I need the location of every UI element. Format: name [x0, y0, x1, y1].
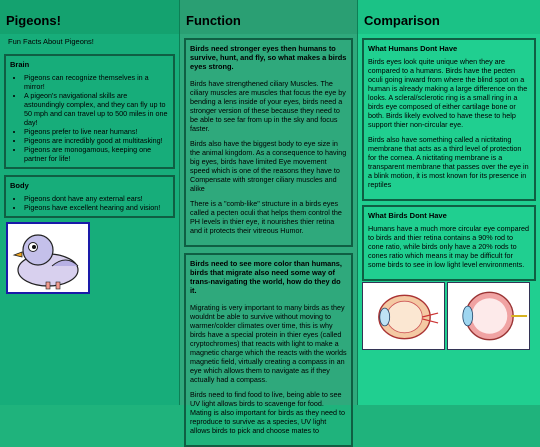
brain-list — [10, 73, 169, 163]
paragraph: Birds also have something called a nictitating membrane that acts as a third level of protection for the cornea. A nictitating membrane is a transparent membrane that passes over the eye in a blink motion, it is most known for its presence in reptiles — [368, 135, 529, 189]
birds-dont-have-box — [362, 205, 536, 281]
brain-heading: Brain — [10, 60, 30, 69]
column-title-pigeons: Pigeons! — [0, 0, 179, 34]
body-heading: Body — [10, 181, 29, 190]
stronger-eyes-heading: Birds need stronger eyes then humans to survive, hunt, and fly, so what makes a birds eyes strong. — [190, 44, 347, 71]
body-item: • Pigeons have excellent hearing and vision! — [24, 203, 169, 212]
brain-facts-box — [4, 54, 175, 169]
function-column — [180, 0, 358, 435]
brain-item: • Pigeons can recognize themselves in a mirror! — [24, 73, 169, 91]
pigeon-illustration — [6, 222, 90, 294]
eye-anatomy-images — [362, 282, 530, 350]
human-eye-diagram — [447, 282, 530, 350]
paragraph: Birds eyes look quite unique when they are compared to a humans. Birds have the pecten oculi going inward from where the blind spot on a human is already making a large difference on the looks. A scleral/sclerotic ring is a small ring in a birds eye composed of either cartilage bone or both. Birds likely evolved to have these to help support thier non-circular eye. — [368, 57, 528, 129]
birds-dont-have-heading: What Birds Dont Have — [368, 211, 447, 220]
column-title-function: Function — [180, 0, 357, 34]
paragraph: Humans have a much more circular eye compared to birds and thier retina contains a 90% rod to cone ratio, while birds only have a 20% rods to cones ratio which means it may be difficult for some birds to see in low light level environments. — [368, 224, 529, 269]
brain-item: • Pigeons are monogamous, keeping one partner for life! — [24, 145, 169, 163]
bird-eye-diagram — [362, 282, 445, 350]
humans-dont-have-heading: What Humans Dont Have — [368, 44, 458, 53]
paragraph: Birds have strengthened ciliary Muscles. The ciliary muscles are muscles that focus the eye by bending a lens inside of your eyes, birds need a stronger version of these because they need to be able to see far from up in the sky and focus faster. — [190, 79, 346, 133]
stronger-eyes-box — [184, 38, 353, 247]
color-navigation-heading: Birds need to see more color than humans, birds that migrate also need some way of trans-navigating the world, how do they do it. — [190, 259, 342, 295]
body-list — [10, 194, 169, 212]
color-navigation-box — [184, 253, 353, 447]
humans-dont-have-box — [362, 38, 536, 201]
body-facts-box — [4, 175, 175, 218]
body-item: • Pigeons dont have any external ears! — [24, 194, 169, 203]
brain-item: • A pigeon's navigational skills are astoundingly complex, and they can fly up to 50 mph and can travel up to 500 miles in one day! — [24, 91, 169, 127]
paragraph: Migrating is very important to many birds as they wouldnt be able to survive without moving to warmer/colder climates over time, this is why birds have a special protein in thier eyes (called cryptochromes) that reacts with light to make a magnetic charge which the reacts with the worlds magnetic field, virtually creating a compass in an eye which allows them to navigate as if they actually had a compass. — [190, 303, 347, 384]
paragraph: Birds also have the biggest body to eye size in the animal kingdom. As a consequence to having big eyes, birds have limited Eye movement speed which is one of the reasons they have to Compensate with stronger ciliary muscles and alike — [190, 139, 347, 193]
fun-facts-column — [0, 0, 180, 405]
paragraph: Birds need to find food to live, being able to see UV light allows birds to scavenge for food. Mating is also important for birds as they need to reproduce to survive as a species, UV light allows birds to pick and choose mates to — [190, 390, 346, 435]
brain-item: • Pigeons prefer to live near humans! — [24, 127, 169, 136]
brain-item: • Pigeons are incredibly good at multitasking! — [24, 136, 169, 145]
column-subtitle: Fun Facts About Pigeons! — [8, 37, 94, 46]
column-title-comparison: Comparison — [358, 0, 540, 34]
paragraph: There is a "comb-like" structure in a birds eyes called a pecten oculi that helps them control the PH levels in thier eye, it nourishes thier retina and it protects their vitreous Humor. — [190, 199, 342, 235]
